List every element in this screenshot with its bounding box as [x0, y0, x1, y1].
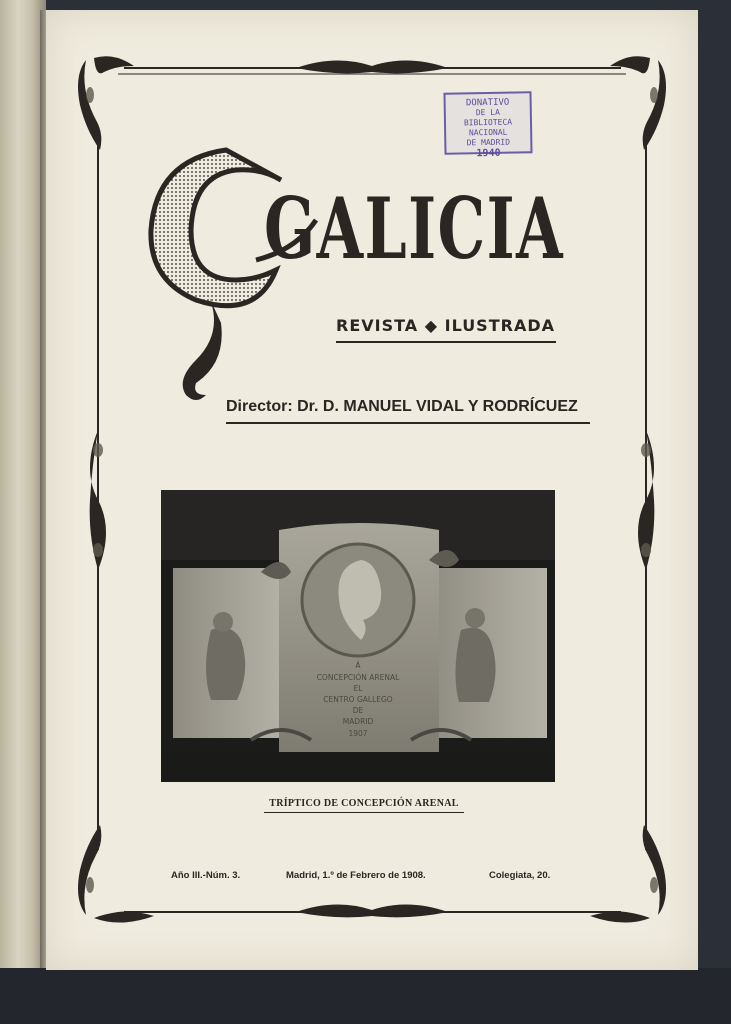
- subtitle: REVISTA ◆ ILUSTRADA: [336, 316, 556, 343]
- inscription-line: EL: [353, 684, 363, 693]
- masthead-title-text: GALICIA: [264, 179, 564, 278]
- inscription-line: Á: [355, 661, 361, 670]
- issue-number: Año III.-Núm. 3.: [171, 870, 241, 881]
- stamp-year: 1940: [476, 147, 501, 160]
- inscription-line: CONCEPCIÓN ARENAL: [316, 673, 400, 682]
- scanner-background: [0, 968, 731, 1024]
- masthead-title: [146, 130, 566, 400]
- publication-date: Madrid, 1.º de Febrero de 1908.: [286, 870, 426, 881]
- address: Colegiata, 20.: [489, 870, 551, 881]
- magazine-cover: [46, 10, 698, 970]
- stamp-line: DE LA: [475, 107, 500, 118]
- stamp-line: BIBLIOTECA NACIONAL: [463, 117, 513, 138]
- triptych-photograph: [161, 490, 555, 782]
- stamp-line: DE MADRID: [466, 137, 511, 148]
- inscription-line: DE: [352, 706, 364, 715]
- stamp-line: DONATIVO: [465, 97, 510, 109]
- director-line: Director: Dr. D. MANUEL VIDAL Y RODRÍCUEZ: [226, 398, 590, 424]
- photo-caption: TRÍPTICO DE CONCEPCIÓN ARENAL: [264, 798, 464, 813]
- inscription-line: 1907: [348, 729, 368, 738]
- inscription-line: CENTRO GALLEGO: [323, 695, 393, 704]
- inscription-line: MADRID: [342, 717, 374, 726]
